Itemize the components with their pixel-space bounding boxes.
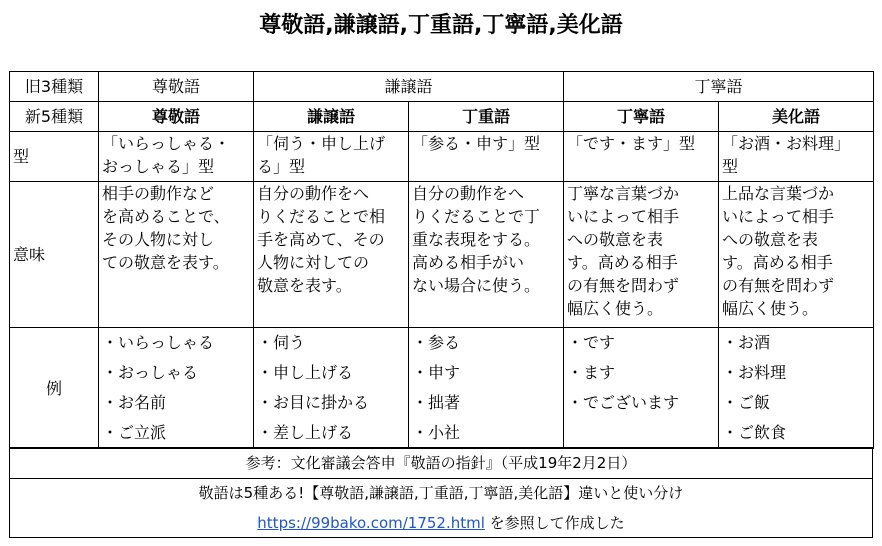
meaning-cell-kenjougo: 自分の動作をへ りくだることで相 手を高めて、その 人物に対しての 敬意を表す。 — [254, 182, 409, 328]
type-cell-sonkeigo: 「いらっしゃる・ おっしゃる」型 — [99, 132, 254, 182]
reference-note: 参考：文化審議会答申『敬語の指針』（平成19年2月2日） — [9, 447, 873, 479]
old-group-teineigo: 丁寧語 — [564, 72, 874, 102]
keigo-table — [9, 71, 874, 449]
source-link[interactable]: https://99bako.com/1752.html — [257, 514, 485, 532]
source-link-line — [10, 512, 872, 534]
type-teineigo: 丁寧語 — [564, 102, 719, 132]
type-sonkeigo: 尊敬語 — [99, 102, 254, 132]
type-teichougo: 丁重語 — [409, 102, 564, 132]
row-label-meaning: 意味 — [10, 182, 99, 328]
example-cell-sonkeigo: ・いらっしゃる ・おっしゃる ・お名前 ・ご立派 — [99, 328, 254, 449]
source-title: 敬語は5種ある!【尊敬語,謙譲語,丁重語,丁寧語,美化語】違いと使い分け — [198, 484, 684, 502]
type-cell-teineigo: 「です・ます」型 — [564, 132, 719, 182]
new-label: 新5種類 — [10, 102, 99, 132]
row-meaning — [10, 182, 874, 328]
type-bikago: 美化語 — [719, 102, 874, 132]
example-cell-teichougo: ・参る ・申す ・拙著 ・小社 — [409, 328, 564, 449]
example-cell-kenjougo: ・伺う ・申し上げる ・お目に掛かる ・差し上げる — [254, 328, 409, 449]
type-cell-bikago: 「お酒・お料理」 型 — [719, 132, 874, 182]
old-groups-row — [10, 72, 874, 102]
page-title: 尊敬語,謙譲語,丁重語,丁寧語,美化語 — [259, 13, 623, 38]
old-label: 旧3種類 — [10, 72, 99, 102]
type-kenjougo: 謙譲語 — [254, 102, 409, 132]
type-cell-kenjougo: 「伺う・申し上げ る」型 — [254, 132, 409, 182]
row-label-example: 例 — [10, 328, 99, 449]
source-note — [9, 478, 873, 538]
row-type — [10, 132, 874, 182]
row-example — [10, 328, 874, 449]
type-cell-teichougo: 「参る・申す」型 — [409, 132, 564, 182]
new-types-row — [10, 102, 874, 132]
meaning-cell-bikago: 上品な言葉づか いによって相手 への敬意を表 す。高める相手 の有無を問わず 幅広く使う。 — [719, 182, 874, 328]
example-cell-teineigo: ・です ・ます ・でございます — [564, 328, 719, 449]
old-group-kenjougo: 謙譲語 — [254, 72, 564, 102]
example-cell-bikago: ・お酒 ・お料理 ・ご飯 ・ご飲食 — [719, 328, 874, 449]
meaning-cell-teineigo: 丁寧な言葉づか いによって相手 への敬意を表 す。高める相手 の有無を問わず 幅広く使う。 — [564, 182, 719, 328]
source-link-suffix: を参照して作成した — [484, 514, 625, 532]
row-label-type: 型 — [10, 132, 99, 182]
meaning-cell-sonkeigo: 相手の動作など を高めることで、 その人物に対し ての敬意を表す。 — [99, 182, 254, 328]
old-group-sonkeigo: 尊敬語 — [99, 72, 254, 102]
meaning-cell-teichougo: 自分の動作をへ りくだることで丁 重な表現をする。 高める相手がい ない場合に使う。 — [409, 182, 564, 328]
